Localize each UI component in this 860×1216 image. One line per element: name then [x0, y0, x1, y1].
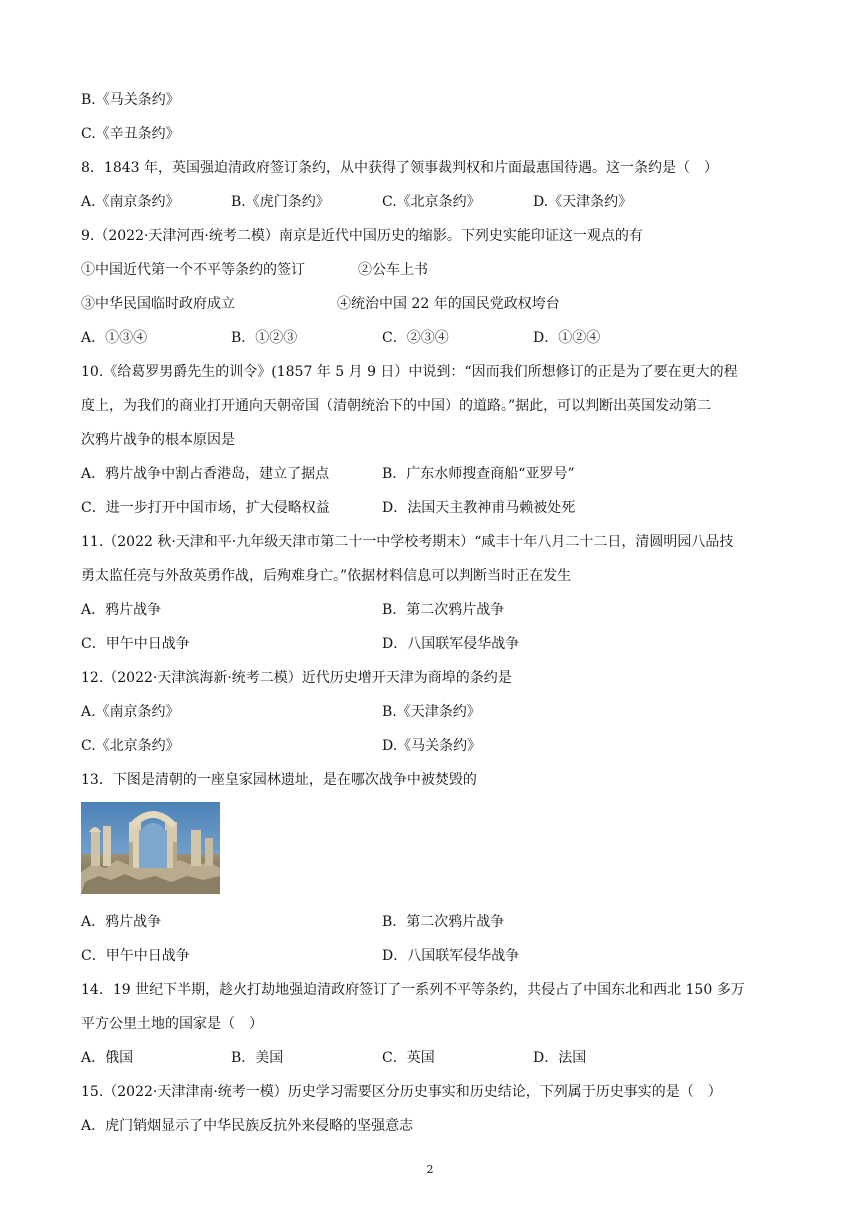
q8-option-b: B.《虎门条约》: [231, 194, 330, 210]
q11-option-d: D．八国联军侵华战争: [382, 636, 520, 652]
q9-option-c: C．②③④: [382, 330, 449, 346]
q11-stem-line-1: 11.（2022 秋·天津和平·九年级天津市第二十一中学校考期末）“咸丰十年八月二十二日，清圆明园八品技: [81, 534, 734, 550]
q15-stem: 15.（2022·天津津南·统考一模）历史学习需要区分历史事实和历史结论，下列属于历史事实的是（ ）: [81, 1084, 722, 1100]
q9-option-b: B．①②③: [231, 330, 298, 346]
q10-option-b: B．广东水师搜查商船“亚罗号”: [382, 466, 575, 482]
q13-option-a: A．鸦片战争: [81, 914, 162, 930]
q9-item-3: ③中华民国临时政府成立: [81, 296, 235, 312]
q14-stem-line-1: 14．19 世纪下半期，趁火打劫地强迫清政府签订了一系列不平等条约，共侵占了中国东北和西北 150 多万: [81, 982, 745, 998]
q10-option-a: A．鸦片战争中割占香港岛，建立了据点: [81, 466, 330, 482]
q8-option-c: C.《北京条约》: [382, 194, 481, 210]
q11-option-a: A．鸦片战争: [81, 602, 162, 618]
q10-stem-line-1: 10.《给葛罗男爵先生的训令》(1857 年 5 月 9 日）中说到：“因而我们所想修订的正是为了要在更大的程: [81, 364, 738, 380]
q14-stem-line-2: 平方公里土地的国家是（ ）: [81, 1016, 263, 1032]
q9-item-1: ①中国近代第一个不平等条约的签订: [81, 262, 305, 278]
q7-option-b: B.《马关条约》: [81, 92, 180, 108]
q9-item-4: ④统治中国 22 年的国民党政权垮台: [337, 296, 560, 312]
q11-option-c: C．甲午中日战争: [81, 636, 190, 652]
q15-option-a: A．虎门销烟显示了中华民族反抗外来侵略的坚强意志: [81, 1118, 414, 1134]
q13-option-c: C．甲午中日战争: [81, 948, 190, 964]
q10-stem-line-2: 度上，为我们的商业打开通向天朝帝国（清朝统治下的中国）的道路。”据此，可以判断出英国发动第二: [81, 398, 712, 414]
q7-option-c: C.《辛丑条约》: [81, 126, 180, 142]
ruins-photo: [81, 802, 220, 894]
q12-option-b: B.《天津条约》: [382, 704, 481, 720]
page-number: 2: [426, 1163, 434, 1176]
q11-option-b: B．第二次鸦片战争: [382, 602, 505, 618]
q13-stem: 13．下图是清朝的一座皇家园林遗址，是在哪次战争中被焚毁的: [81, 772, 477, 788]
q8-option-d: D.《天津条约》: [533, 194, 633, 210]
q13-option-b: B．第二次鸦片战争: [382, 914, 505, 930]
q12-option-d: D.《马关条约》: [382, 738, 482, 754]
q10-stem-line-3: 次鸦片战争的根本原因是: [81, 432, 235, 448]
q12-stem: 12.（2022·天津滨海新·统考二模）近代历史增开天津为商埠的条约是: [81, 670, 512, 686]
q10-option-c: C．进一步打开中国市场，扩大侵略权益: [81, 500, 330, 516]
q9-option-d: D．①②④: [533, 330, 601, 346]
q14-option-b: B．美国: [231, 1050, 284, 1066]
q8-option-a: A.《南京条约》: [81, 194, 180, 210]
q9-option-a: A．①③④: [81, 330, 148, 346]
q14-option-c: C．英国: [382, 1050, 435, 1066]
q14-option-a: A．俄国: [81, 1050, 134, 1066]
q12-option-c: C.《北京条约》: [81, 738, 180, 754]
q10-option-d: D．法国天主教神甫马赖被处死: [382, 500, 576, 516]
q9-stem: 9.（2022·天津河西·统考二模）南京是近代中国历史的缩影。下列史实能印证这一观点的有: [81, 228, 643, 244]
q14-option-d: D．法国: [533, 1050, 587, 1066]
q13-option-d: D．八国联军侵华战争: [382, 948, 520, 964]
q8-stem: 8．1843 年，英国强迫清政府签订条约，从中获得了领事裁判权和片面最惠国待遇。这一条约是（ ）: [81, 160, 718, 176]
q9-item-2: ②公车上书: [358, 262, 428, 278]
q11-stem-line-2: 勇太监任亮与外敌英勇作战，后殉难身亡。”依据材料信息可以判断当时正在发生: [81, 568, 572, 584]
q12-option-a: A.《南京条约》: [81, 704, 180, 720]
